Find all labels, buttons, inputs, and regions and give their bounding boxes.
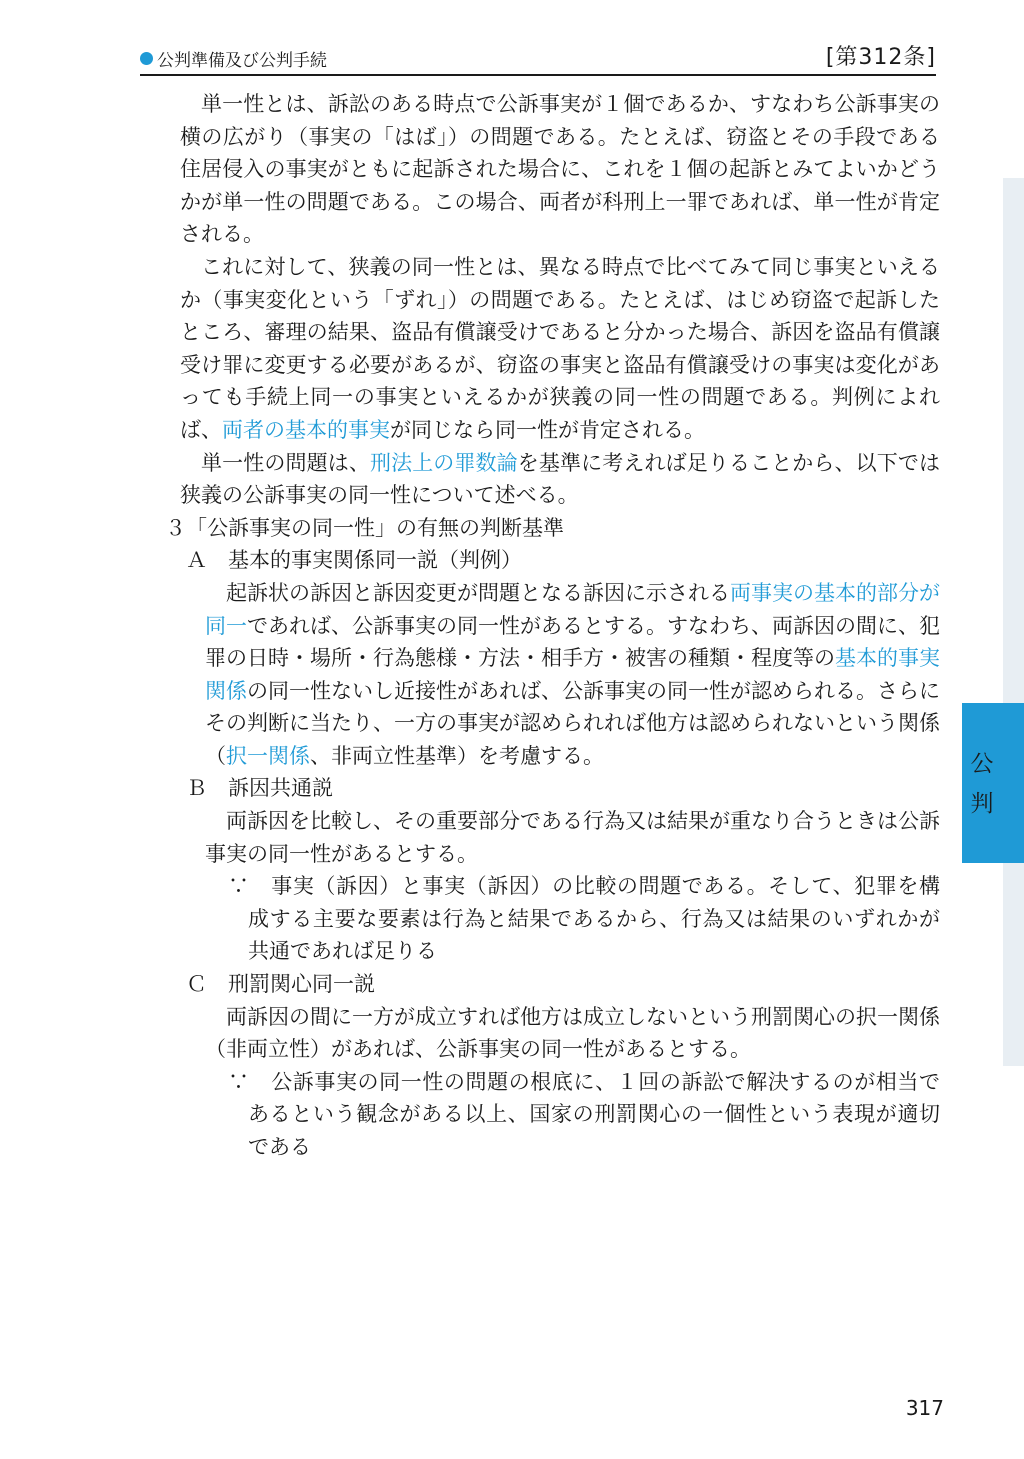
paragraph-single-identity: 単一性とは、訴訟のある時点で公訴事実が１個であるか、すなわち公訴事実の横の広がり（事実の「はば」）の問題である。たとえば、窃盗とその手段である住居侵入の事実がともに起訴された場合に、これを１個の起訴とみてよいかどうかが単一性の問題である。この場合、両者が科刑上一罪であれば、単一性が肯定される。 [180, 92, 940, 247]
theory-c-reason: ∵ 公訴事実の同一性の問題の根底に、１回の訴訟で解決するのが相当であるという観念がある以上、国家の刑罰関心の一個性という表現が適切である [228, 1069, 940, 1159]
theory-b-text: 両訴因を比較し、その重要部分である行為又は結果が重なり合うときは公訴事実の同一性があるとする。 [205, 809, 940, 866]
theory-c-heading: Ｃ 刑罰関心同一説 [186, 972, 375, 997]
highlight-term: 基本的事実関係 [205, 646, 940, 703]
text-span: 、非両立性基準）を考慮する。 [310, 743, 604, 768]
highlight-term: 択一関係 [226, 743, 310, 768]
article-number: [第312条] [825, 45, 936, 70]
body-text [165, 88, 941, 1164]
theory-b-reason: ∵ 事実（訴因）と事実（訴因）の比較の問題である。そして、犯罪を構成する主要な要素は行為と結果であるから、行為又は結果のいずれかが共通であれば足りる [228, 874, 940, 964]
text-span: これに対して、狭義の同一性とは、異なる時点で比べてみて同じ事実といえるか（事実変化という「ずれ」）の問題である。たとえば、はじめ窃盗で起訴したところ、審理の結果、盗品有償譲受けであると分かった場合、訴因を盗品有償譲受け罪に変更する必要があるが、窃盗の事実と盗品有償譲受けの事実は変化があっても手続上同一の事実といえるかが狭義の同一性の問題である。判例によれば、 [180, 254, 940, 442]
section-heading-3: ３「公訴事実の同一性」の有無の判断基準 [165, 515, 564, 540]
text-span: 単一性の問題は、 [201, 450, 370, 475]
section-title [140, 46, 327, 71]
text-span: が同じなら同一性が肯定される。 [390, 417, 705, 442]
side-index-char: 公 [970, 751, 994, 777]
side-index-char: 判 [970, 791, 994, 817]
text-span: を基準に考えれば足りることから、以下では狭義の公訴事実の同一性について述べる。 [180, 450, 941, 508]
text-span: の同一性ないし近接性があれば、公訴事実の同一性が認められる。さらにその判断に当たり、一方の事実が認められれば他方は認められないという関係（ [205, 678, 940, 768]
page-number: 317 [905, 1396, 944, 1420]
theory-a-heading: Ａ 基本的事実関係同一説（判例） [186, 548, 522, 573]
theory-b-heading: Ｂ 訴因共通説 [186, 776, 333, 801]
text-span: 起訴状の訴因と訴因変更が問題となる訴因に示される [226, 580, 730, 605]
paragraph-narrow-identity [180, 251, 940, 447]
bullet-dot-icon [140, 52, 153, 65]
text-span: であれば、公訴事実の同一性があるとする。すなわち、両訴因の間に、犯罪の日時・場所・行為態様・方法・相手方・被害の種類・程度等の [205, 613, 940, 671]
theory-a-text [205, 577, 940, 773]
highlight-term: 両者の基本的事実 [222, 417, 390, 442]
paragraph-scope [180, 447, 940, 512]
side-index-label [962, 744, 1002, 824]
highlight-term: 両事実の基本的部分が同一 [205, 580, 940, 638]
theory-c-text: 両訴因の間に一方が成立すれば他方は成立しないという刑罰関心の択一関係（非両立性）があれば、公訴事実の同一性があるとする。 [205, 1004, 940, 1062]
highlight-term: 刑法上の罪数論 [369, 450, 518, 475]
side-index-track [1003, 178, 1024, 1066]
section-title-text: 公判準備及び公判手続 [157, 51, 327, 71]
running-header [140, 44, 936, 76]
